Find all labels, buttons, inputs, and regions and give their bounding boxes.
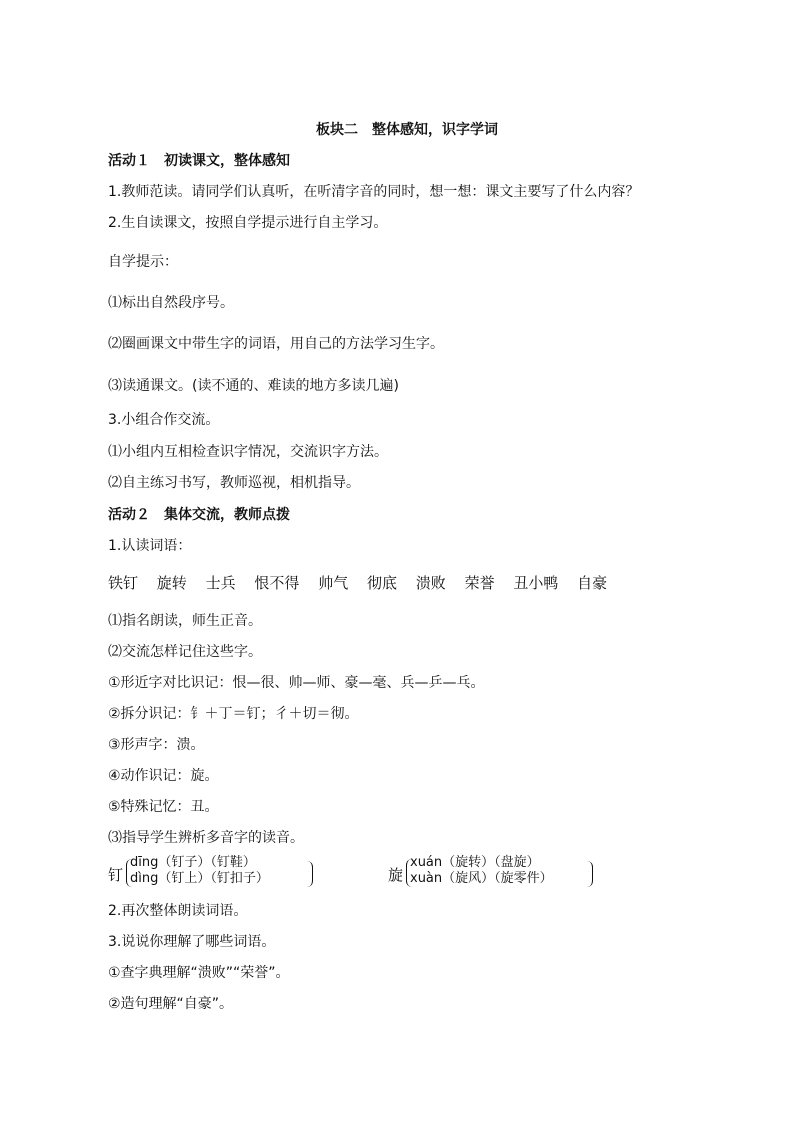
self-study-tip-1: ⑴标出自然段序号。 xyxy=(108,295,234,311)
memory-method-1: ①形近字对比识记：恨—很、帅—师、豪—毫、兵—乒—乓。 xyxy=(108,675,485,691)
understanding-2: ②造句理解“自豪”。 xyxy=(108,996,234,1012)
activity2-heading: 活动２ 集体交流，教师点拨 xyxy=(108,507,290,523)
activity1-line3: 3.小组合作交流。 xyxy=(108,412,220,428)
reading-row: xuàn（旋风）（旋零件） xyxy=(410,871,553,886)
activity1-line2: 2.生自读课文，按照自学提示进行自主学习。 xyxy=(108,215,388,231)
word-item: 荣誉 xyxy=(464,574,495,592)
reading-row: dìng（钉上）（钉扣子） xyxy=(130,871,269,886)
reading-row: xuán（旋转）（盘旋） xyxy=(410,855,540,870)
activity1-line3b: ⑵自主练习书写，教师巡视，相机指导。 xyxy=(108,475,360,491)
word-item: 士兵 xyxy=(205,574,236,592)
activity2-point1: ⑴指名朗读，师生正音。 xyxy=(108,613,262,629)
word-item: 自豪 xyxy=(577,574,608,592)
polyphone-ding xyxy=(108,855,318,891)
activity1-heading: 活动１ 初读课文，整体感知 xyxy=(108,153,290,169)
polyphone-xuan xyxy=(388,855,598,891)
understanding-1: ①查字典理解“溃败”“荣誉”。 xyxy=(108,965,290,981)
memory-method-5: ⑤特殊记忆：丑。 xyxy=(108,799,219,815)
polyphone-readings xyxy=(130,855,269,887)
self-study-tips-label: 自学提示： xyxy=(108,254,178,270)
self-study-tip-3: ⑶读通课文。(读不通的、难读的地方多读几遍) xyxy=(108,378,399,394)
polyphone-char: 钉 xyxy=(108,866,124,884)
memory-method-3: ③形声字：溃。 xyxy=(108,737,205,753)
self-study-tip-2: ⑵圈画课文中带生字的词语，用自己的方法学习生字。 xyxy=(108,336,444,352)
section-title: 板块二 整体感知，识字学词 xyxy=(316,122,498,138)
memory-method-4: ④动作识记：旋。 xyxy=(108,768,219,784)
polyphone-readings xyxy=(410,855,553,887)
reading-row: dīng（钉子）（钉鞋） xyxy=(130,855,256,870)
activity2-point3: ⑶指导学生辨析多音字的读音。 xyxy=(108,830,304,846)
activity1-line1: 1.教师范读。请同学们认真听，在听清字音的同时，想一想：课文主要写了什么内容？ xyxy=(108,184,640,200)
right-brace xyxy=(306,861,313,887)
word-item: 彻底 xyxy=(366,574,397,592)
word-item: 溃败 xyxy=(415,574,446,592)
memory-method-2: ②拆分识记：钅＋丁＝钉；彳＋切＝彻。 xyxy=(108,706,359,722)
polyphone-char: 旋 xyxy=(388,866,404,884)
activity2-point2: ⑵交流怎样记住这些字。 xyxy=(108,644,262,660)
activity2-line3: 3.说说你理解了哪些词语。 xyxy=(108,934,276,950)
activity1-line3a: ⑴小组内互相检查识字情况，交流识字方法。 xyxy=(108,444,388,460)
word-item: 帅气 xyxy=(318,574,349,592)
right-brace xyxy=(586,861,593,887)
activity2-line1: 1.认读词语： xyxy=(108,538,192,554)
word-list xyxy=(108,574,734,592)
activity2-line2: 2.再次整体朗读词语。 xyxy=(108,903,248,919)
word-item: 丑小鸭 xyxy=(513,574,559,592)
word-item: 恨不得 xyxy=(254,574,300,592)
word-item: 铁钉 xyxy=(108,574,139,592)
word-item: 旋转 xyxy=(156,574,187,592)
